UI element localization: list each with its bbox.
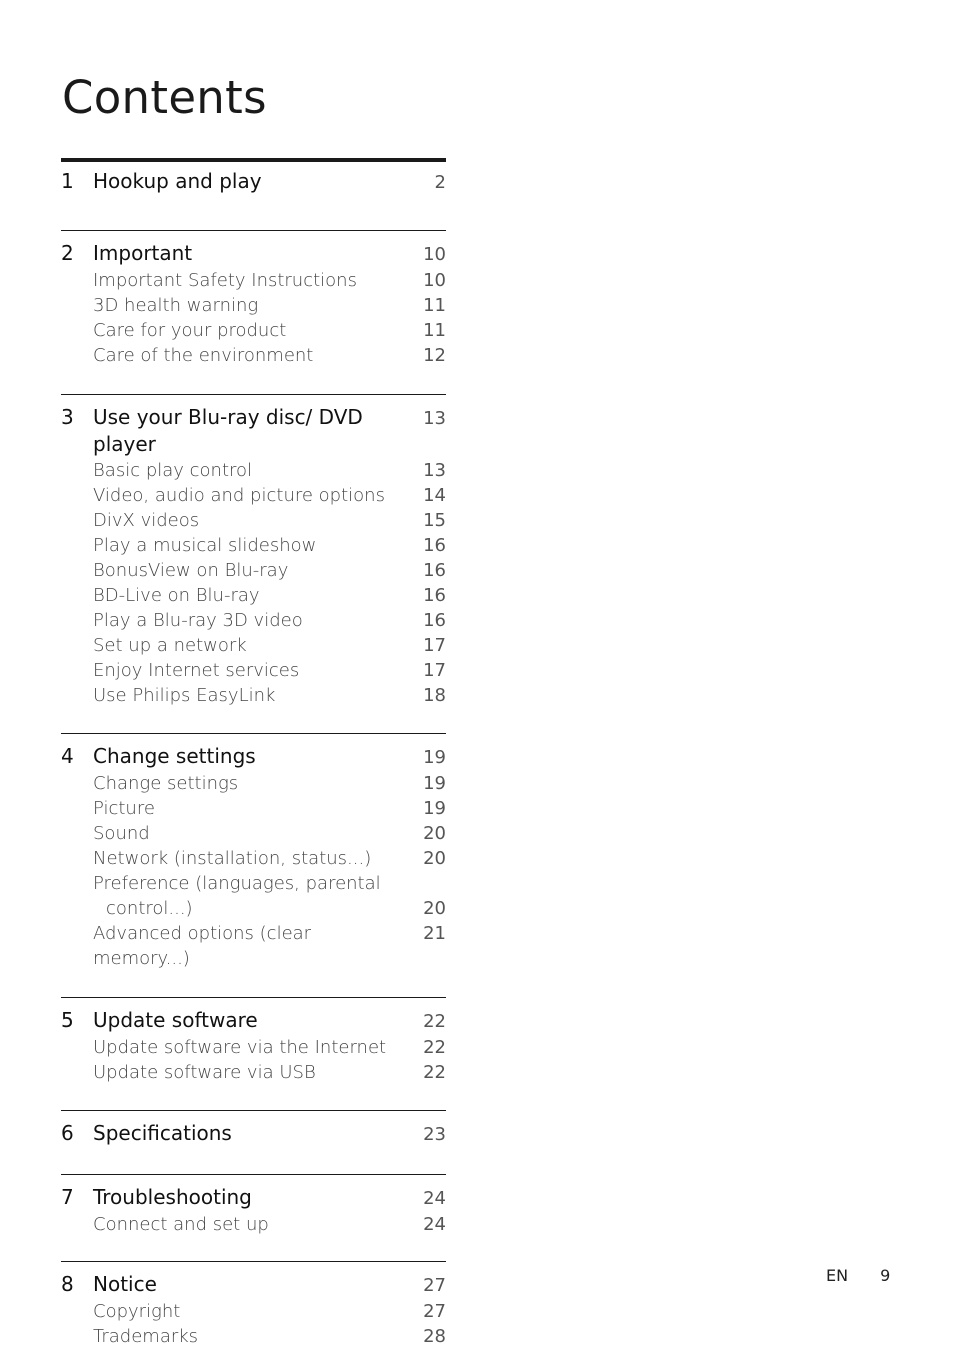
section-page: 13 xyxy=(423,408,446,429)
toc-entry-page: 10 xyxy=(423,270,446,291)
toc-entry[interactable] xyxy=(61,633,446,658)
toc-entry[interactable] xyxy=(61,293,446,318)
section-page: 10 xyxy=(423,244,446,265)
footer-language: EN xyxy=(826,1266,849,1285)
toc-entry[interactable] xyxy=(61,268,446,293)
toc-entry-page: 20 xyxy=(423,898,446,919)
toc-entry-label: Advanced options (clear memory...) xyxy=(93,923,312,969)
toc-entry-label: Trademarks xyxy=(93,1326,199,1347)
toc-section xyxy=(61,1261,446,1349)
toc-entry[interactable] xyxy=(61,558,446,583)
section-number: 2 xyxy=(61,241,74,265)
toc-entry-label: Update software via USB xyxy=(93,1062,316,1083)
toc-entry[interactable] xyxy=(61,533,446,558)
section-page: 19 xyxy=(423,747,446,768)
section-page: 27 xyxy=(423,1275,446,1296)
toc-section xyxy=(61,158,446,230)
toc-entry[interactable] xyxy=(61,1035,446,1060)
toc-entry-page: 13 xyxy=(423,460,446,481)
section-title: Update software xyxy=(93,1008,258,1032)
toc-entry-label: Copyright xyxy=(93,1301,181,1322)
toc-entry-page: 20 xyxy=(423,848,446,869)
toc-entry-page: 24 xyxy=(423,1214,446,1235)
toc-section-heading[interactable] xyxy=(61,743,446,771)
toc-entry[interactable] xyxy=(61,1324,446,1349)
toc-entry-label: BonusView on Blu-ray xyxy=(93,560,289,581)
toc-section-heading[interactable] xyxy=(61,1120,446,1148)
toc-entry-page: 21 xyxy=(423,923,446,944)
section-title: Hookup and play xyxy=(93,169,262,193)
toc-entry[interactable] xyxy=(61,1212,446,1237)
section-title: Notice xyxy=(93,1272,157,1296)
toc-entry-label: Sound xyxy=(93,823,150,844)
toc-section-heading[interactable] xyxy=(61,1271,446,1299)
toc-entry-page: 22 xyxy=(423,1037,446,1058)
toc-entry-page: 20 xyxy=(423,823,446,844)
toc-entry-page: 11 xyxy=(423,320,446,341)
section-title: Use your Blu-ray disc/ DVD player xyxy=(93,405,363,456)
toc-entry[interactable] xyxy=(61,343,446,368)
section-page: 22 xyxy=(423,1011,446,1032)
toc-entry[interactable] xyxy=(61,608,446,633)
toc-section xyxy=(61,1174,446,1261)
toc-section-heading[interactable] xyxy=(61,168,446,196)
toc-entry-page: 16 xyxy=(423,560,446,581)
toc-entry[interactable] xyxy=(61,483,446,508)
toc-entry-label: DivX videos xyxy=(93,510,200,531)
toc-entry-page: 16 xyxy=(423,610,446,631)
toc-entry-page: 28 xyxy=(423,1326,446,1347)
footer-page-number: 9 xyxy=(880,1266,891,1285)
toc-entry[interactable] xyxy=(61,318,446,343)
toc-entry-label: Video, audio and picture options xyxy=(93,485,385,506)
toc-entry-page: 22 xyxy=(423,1062,446,1083)
toc-entry-label: Network (installation, status...) xyxy=(93,848,372,869)
toc-entry-label: Preference (languages, parental xyxy=(93,873,381,894)
toc-entry[interactable] xyxy=(61,1060,446,1085)
toc-entry[interactable] xyxy=(61,771,446,796)
section-page: 2 xyxy=(434,172,446,193)
section-number: 1 xyxy=(61,169,74,193)
toc-entry-label: control...) xyxy=(106,898,193,919)
toc-entry[interactable] xyxy=(61,871,446,896)
section-number: 8 xyxy=(61,1272,74,1296)
table-of-contents xyxy=(61,158,446,1349)
toc-entry[interactable] xyxy=(61,821,446,846)
toc-entry-label: Enjoy Internet services xyxy=(93,660,300,681)
section-number: 7 xyxy=(61,1185,74,1209)
toc-entry[interactable] xyxy=(61,683,446,708)
section-number: 5 xyxy=(61,1008,74,1032)
section-page: 24 xyxy=(423,1188,446,1209)
toc-entry-page: 27 xyxy=(423,1301,446,1322)
toc-entry-page: 12 xyxy=(423,345,446,366)
section-number: 3 xyxy=(61,405,74,429)
toc-section xyxy=(61,394,446,733)
toc-entry-page: 17 xyxy=(423,635,446,656)
toc-entry-page: 16 xyxy=(423,585,446,606)
toc-entry-label: Set up a network xyxy=(93,635,247,656)
toc-entry-label: Use Philips EasyLink xyxy=(93,685,276,706)
section-title: Important xyxy=(93,241,193,265)
toc-section-heading[interactable] xyxy=(61,240,446,268)
toc-section-heading[interactable] xyxy=(61,404,446,458)
toc-entry[interactable] xyxy=(61,658,446,683)
toc-entry[interactable] xyxy=(61,796,446,821)
toc-entry-label: Connect and set up xyxy=(93,1214,269,1235)
section-number: 4 xyxy=(61,744,74,768)
toc-entry-label: 3D health warning xyxy=(93,295,259,316)
toc-entry-label: Picture xyxy=(93,798,155,819)
toc-entry-label: BD-Live on Blu-ray xyxy=(93,585,260,606)
toc-entry-page: 19 xyxy=(423,773,446,794)
toc-entry-page: 17 xyxy=(423,660,446,681)
toc-entry[interactable] xyxy=(61,896,446,921)
toc-section xyxy=(61,997,446,1110)
toc-entry-label: Care of the environment xyxy=(93,345,314,366)
toc-section xyxy=(61,1110,446,1174)
section-title: Specifications xyxy=(93,1121,232,1145)
section-title: Troubleshooting xyxy=(93,1185,252,1209)
toc-entry-label: Update software via the Internet xyxy=(93,1037,387,1058)
toc-entry-label: Care for your product xyxy=(93,320,287,341)
toc-entry[interactable] xyxy=(61,508,446,533)
section-page: 23 xyxy=(423,1124,446,1145)
toc-entry[interactable] xyxy=(61,846,446,871)
toc-entry-page: 14 xyxy=(423,485,446,506)
toc-entry-label: Important Safety Instructions xyxy=(93,270,357,291)
toc-entry-page: 18 xyxy=(423,685,446,706)
toc-entry-label: Play a Blu-ray 3D video xyxy=(93,610,303,631)
toc-entry-page: 15 xyxy=(423,510,446,531)
toc-section xyxy=(61,230,446,394)
toc-entry[interactable] xyxy=(61,458,446,483)
toc-entry-page: 11 xyxy=(423,295,446,316)
toc-entry[interactable] xyxy=(61,921,446,971)
section-title: Change settings xyxy=(93,744,256,768)
section-number: 6 xyxy=(61,1121,74,1145)
toc-entry[interactable] xyxy=(61,583,446,608)
toc-entry-label: Basic play control xyxy=(93,460,253,481)
toc-section xyxy=(61,733,446,997)
toc-entry[interactable] xyxy=(61,1299,446,1324)
toc-section-heading[interactable] xyxy=(61,1007,446,1035)
toc-entry-page: 19 xyxy=(423,798,446,819)
page-footer xyxy=(826,1266,890,1285)
toc-entry-label: Play a musical slideshow xyxy=(93,535,317,556)
toc-section-heading[interactable] xyxy=(61,1184,446,1212)
toc-entry-page: 16 xyxy=(423,535,446,556)
page-title: Contents xyxy=(62,71,267,124)
toc-entry-label: Change settings xyxy=(93,773,239,794)
